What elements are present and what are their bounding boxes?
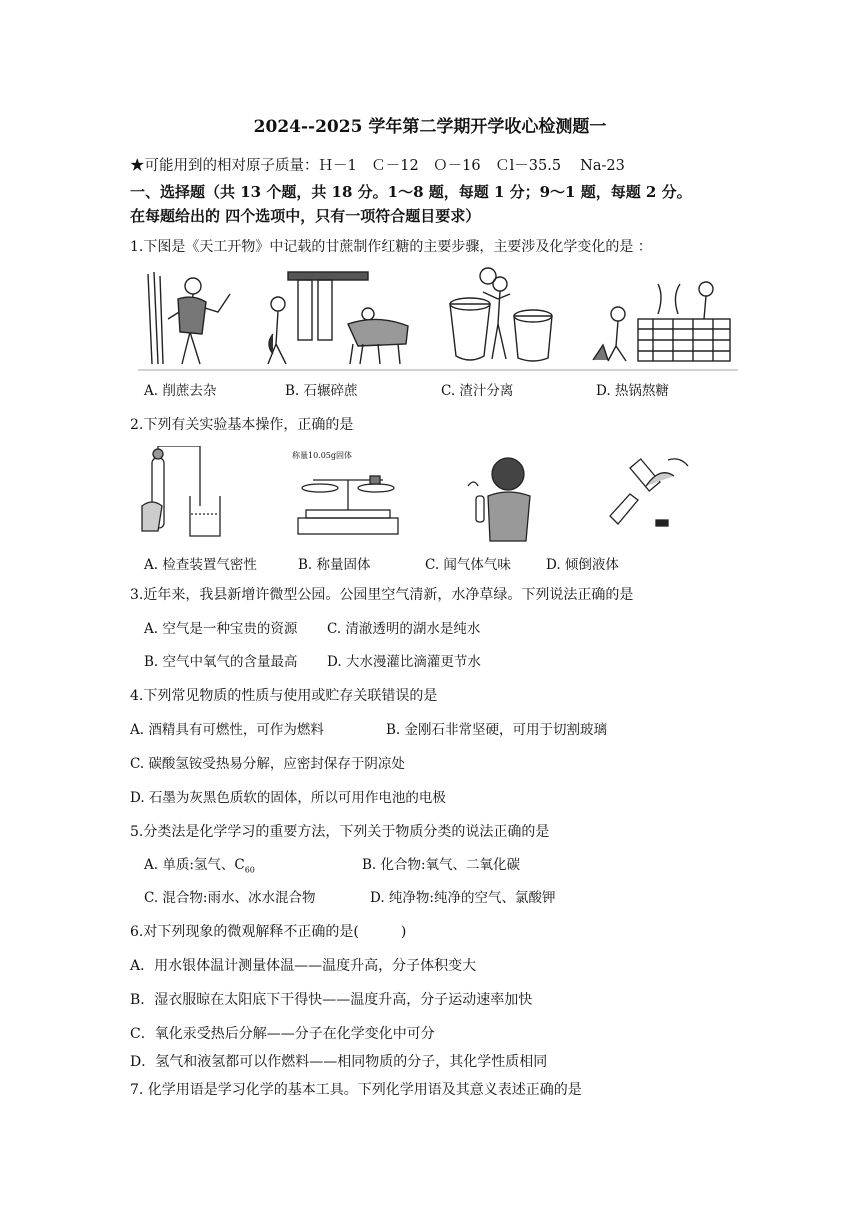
q4-stem: 4.下列常见物质的性质与使用或贮存关联错误的是 [130,688,438,704]
q3-stem: 3.近年来，我县新增许微型公园。公园里空气清新，水净草绿。下列说法正确的是 [130,587,634,603]
q7-stem: 7. 化学用语是学习化学的基本工具。下列化学用语及其意义表述正确的是 [130,1082,582,1098]
q5-option-d: D. 纯净物:纯净的空气、氯酸钾 [370,890,556,906]
q4-option-b: B. 金刚石非常坚硬，可用于切割玻璃 [386,722,608,738]
airtightness-check-figure [142,446,220,536]
q1-option-a: A. 削蔗去杂 [144,383,217,399]
balance-caption: 称量10.05g固体 [292,451,353,460]
q5-option-c: C. 混合物:雨水、冰水混合物 [144,890,316,906]
q3-option-c: C. 清澈透明的湖水是纯水 [327,621,481,637]
q5-option-b: B. 化合物:氧气、二氧化碳 [362,857,521,873]
q6-option-b: B．湿衣服晾在太阳底下干得快——温度升高，分子运动速率加快 [130,992,533,1008]
q3-option-d: D. 大水漫灌比滴灌更节水 [327,654,481,670]
page-title: 2024--2025 学年第二学期开学收心检测题一 [253,117,607,137]
boiling-sugar-figure [593,282,730,361]
section-heading-line2: 在每题给出的 四个选项中，只有一项符合题目要求） [130,207,481,225]
q2-option-d: D. 倾倒液体 [546,557,619,573]
q6-option-c: C．氧化汞受热后分解——分子在化学变化中可分 [130,1026,435,1042]
q1-sugar-process-illustration [138,264,738,374]
q6-option-a: A．用水银体温计测量体温——温度升高，分子体积变大 [130,958,477,974]
q5-option-a-subscript: 60 [244,865,255,875]
smelling-gas-figure [468,458,530,541]
q2-option-b: B. 称量固体 [298,557,371,573]
q4-option-a: A. 酒精具有可燃性，可作为燃料 [130,722,324,738]
q5-option-a [144,856,255,880]
q2-stem: 2.下列有关实验基本操作，正确的是 [130,417,354,433]
q1-option-b: B. 石辗碎蔗 [285,383,358,399]
q3-option-b: B. 空气中氧气的含量最高 [144,654,298,670]
stone-roller-figure [268,272,408,364]
q2-option-a: A. 检查装置气密性 [144,557,257,573]
q2-option-c: C. 闻气体气味 [425,557,511,573]
q4-option-d: D. 石墨为灰黑色质软的固体，所以可用作电池的电极 [130,790,446,806]
cutting-sugarcane-figure [148,272,230,364]
q1-option-c: C. 渣汁分离 [441,383,514,399]
q5-stem: 5.分类法是化学学习的重要方法，下列关于物质分类的说法正确的是 [130,824,550,840]
balance-figure [298,476,398,534]
q1-stem: 1.下图是《天工开物》中记载的甘蔗制作红糖的主要步骤，主要涉及化学变化的是 ： [130,239,652,255]
q4-option-c: C. 碳酸氢铵受热易分解，应密封保存于阴凉处 [130,756,405,772]
q6-stem: 6.对下列现象的微观解释不正确的是( ) [130,924,407,940]
q2-lab-operations-illustration [138,446,698,546]
atomic-masses-note: ★可能用到的相对原子质量：Ｈ－1 Ｃ－12 Ｏ－16 Ｃl－35.5 Na-23 [130,158,625,174]
q6-option-d: D．氢气和液氢都可以作燃料——相同物质的分子，其化学性质相同 [130,1054,548,1070]
pouring-liquid-figure [610,459,688,526]
section-heading-line1: 一、选择题（共 13 个题，共 18 分。1～8 题，每题 1 分；9～1 题，每题 2 分。 [130,183,692,201]
juice-separation-figure [450,268,552,361]
q1-option-d: D. 热锅熬糖 [596,383,669,399]
q5-option-a-text: A. 单质:氢气、C [144,857,245,873]
q3-option-a: A. 空气是一种宝贵的资源 [144,621,298,637]
